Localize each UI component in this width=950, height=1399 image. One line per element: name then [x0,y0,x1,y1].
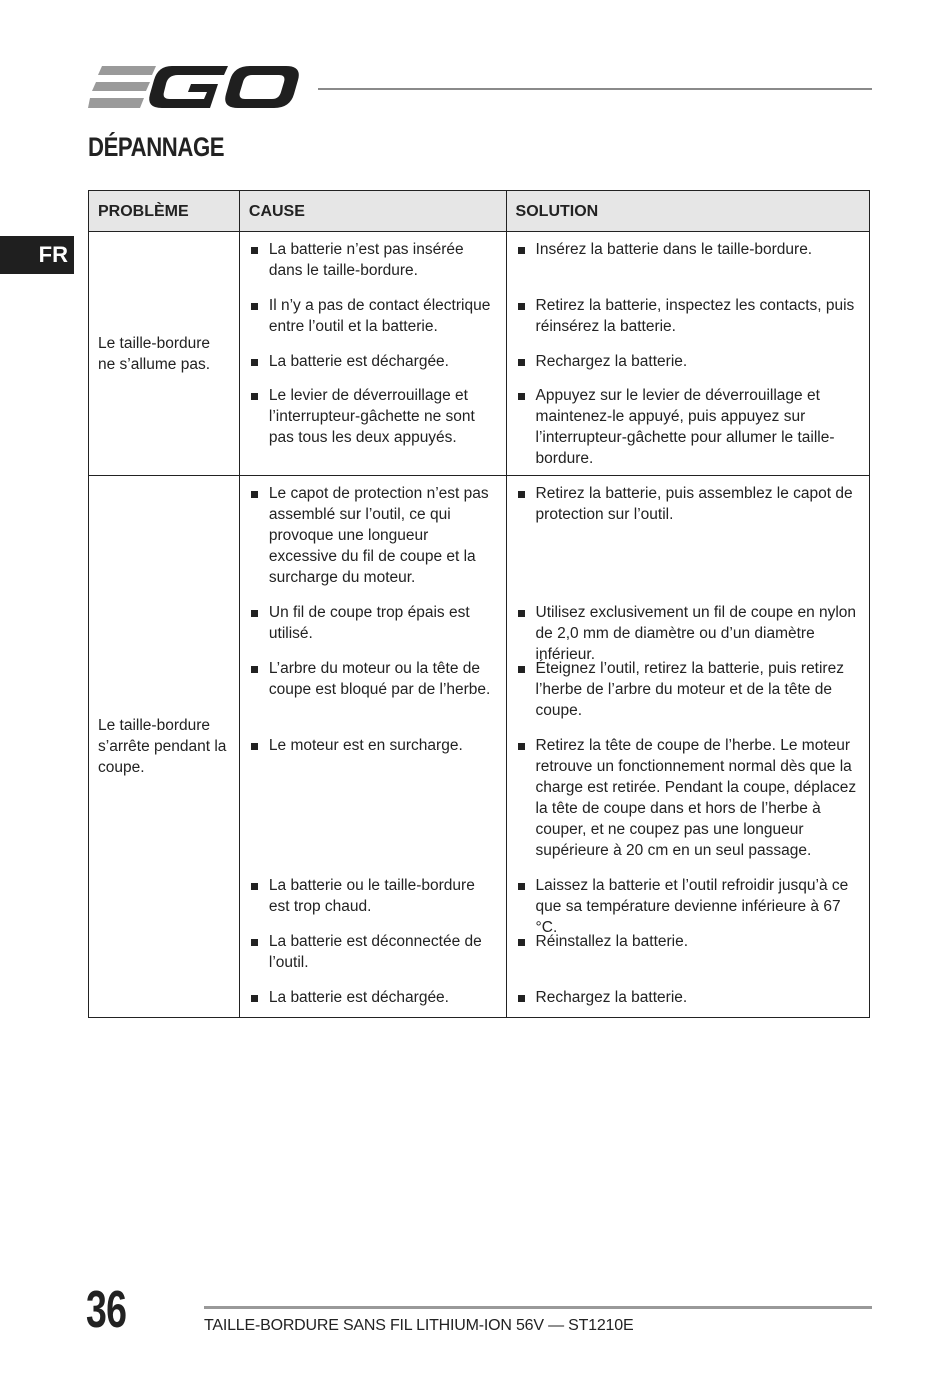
footer-rule [204,1306,872,1309]
list-item: L’arbre du moteur ou la tête de coupe est bloqué par de l’herbe. [240,658,506,735]
list-item: Le capot de protection n’est pas assemblé sur l’outil, ce qui provoque une longueur excessive du fil de coupe et la surcharge du moteur. [240,483,506,602]
square-bullet-icon [251,247,258,254]
list-item: Le moteur est en surcharge. [240,735,506,875]
square-bullet-icon [251,393,258,400]
square-bullet-icon [518,303,525,310]
list-item: La batterie ou le taille-bordure est trop chaud. [240,875,506,931]
list-item: Laissez la batterie et l’outil refroidir jusqu’à ce que sa température devienne inférieure à 67 °C. [507,875,869,931]
square-bullet-icon [251,743,258,750]
table-header-row [89,191,870,232]
list-item: Éteignez l’outil, retirez la batterie, puis retirez l’herbe de l’arbre du moteur et de la tête de coupe. [507,658,869,735]
square-bullet-icon [518,491,525,498]
square-bullet-icon [251,939,258,946]
list-item: Le levier de déverrouillage et l’interrupteur-gâchette ne sont pas tous les deux appuyés. [240,385,506,475]
troubleshooting-table [88,190,870,1018]
language-tab: FR [0,236,74,274]
problem-cell [89,232,240,476]
problem-text: Le taille-bordure s’arrête pendant la coupe. [98,717,227,776]
solution-cell [506,232,869,476]
column-header-solution: SOLUTION [506,191,869,232]
list-item: Rechargez la batterie. [507,987,869,1017]
square-bullet-icon [518,743,525,750]
square-bullet-icon [251,883,258,890]
square-bullet-icon [251,303,258,310]
list-item: Insérez la batterie dans le taille-bordure. [507,239,869,295]
list-item: Un fil de coupe trop épais est utilisé. [240,602,506,658]
list-item: Appuyez sur le levier de déverrouillage et maintenez-le appuyé, puis appuyez sur l’interrupteur-gâchette pour allumer le taille-bordure. [507,385,869,475]
square-bullet-icon [251,995,258,1002]
table-row [89,232,870,476]
table-row [89,476,870,1018]
list-item: Il n’y a pas de contact électrique entre l’outil et la batterie. [240,295,506,351]
square-bullet-icon [518,247,525,254]
square-bullet-icon [518,393,525,400]
column-header-cause: CAUSE [239,191,506,232]
list-item: Réinstallez la batterie. [507,931,869,987]
square-bullet-icon [518,883,525,890]
square-bullet-icon [518,610,525,617]
ego-logo [88,62,300,114]
list-item: La batterie est déconnectée de l’outil. [240,931,506,987]
square-bullet-icon [251,610,258,617]
list-item: Retirez la tête de coupe de l’herbe. Le moteur retrouve un fonctionnement normal dès que la charge est retirée. Pendant la coupe, déplacez la tête de coupe dans et hors de l’herbe à couper, et ne coupez pas une longueur supérieure à 20 cm en un seul passage. [507,735,869,875]
square-bullet-icon [518,939,525,946]
page-title: DÉPANNAGE [88,132,225,162]
list-item: La batterie n’est pas insérée dans le taille-bordure. [240,239,506,295]
column-header-problem: PROBLÈME [89,191,240,232]
list-item: Retirez la batterie, inspectez les contacts, puis réinsérez la batterie. [507,295,869,351]
list-item: Retirez la batterie, puis assemblez le capot de protection sur l’outil. [507,483,869,602]
square-bullet-icon [251,666,258,673]
problem-text: Le taille-bordure ne s’allume pas. [98,334,211,373]
header-rule [318,88,872,90]
page-number: 36 [86,1281,127,1339]
list-item: La batterie est déchargée. [240,351,506,385]
square-bullet-icon [251,359,258,366]
cause-cell [239,232,506,476]
cause-cell [239,476,506,1018]
square-bullet-icon [518,359,525,366]
square-bullet-icon [518,995,525,1002]
square-bullet-icon [251,491,258,498]
square-bullet-icon [518,666,525,673]
list-item: Utilisez exclusivement un fil de coupe en nylon de 2,0 mm de diamètre ou d’un diamètre inférieur. [507,602,869,658]
solution-cell [506,476,869,1018]
list-item: La batterie est déchargée. [240,987,506,1017]
problem-cell [89,476,240,1018]
list-item: Rechargez la batterie. [507,351,869,385]
footer-product-title: TAILLE-BORDURE SANS FIL LITHIUM-ION 56V — ST1210E [204,1317,634,1334]
